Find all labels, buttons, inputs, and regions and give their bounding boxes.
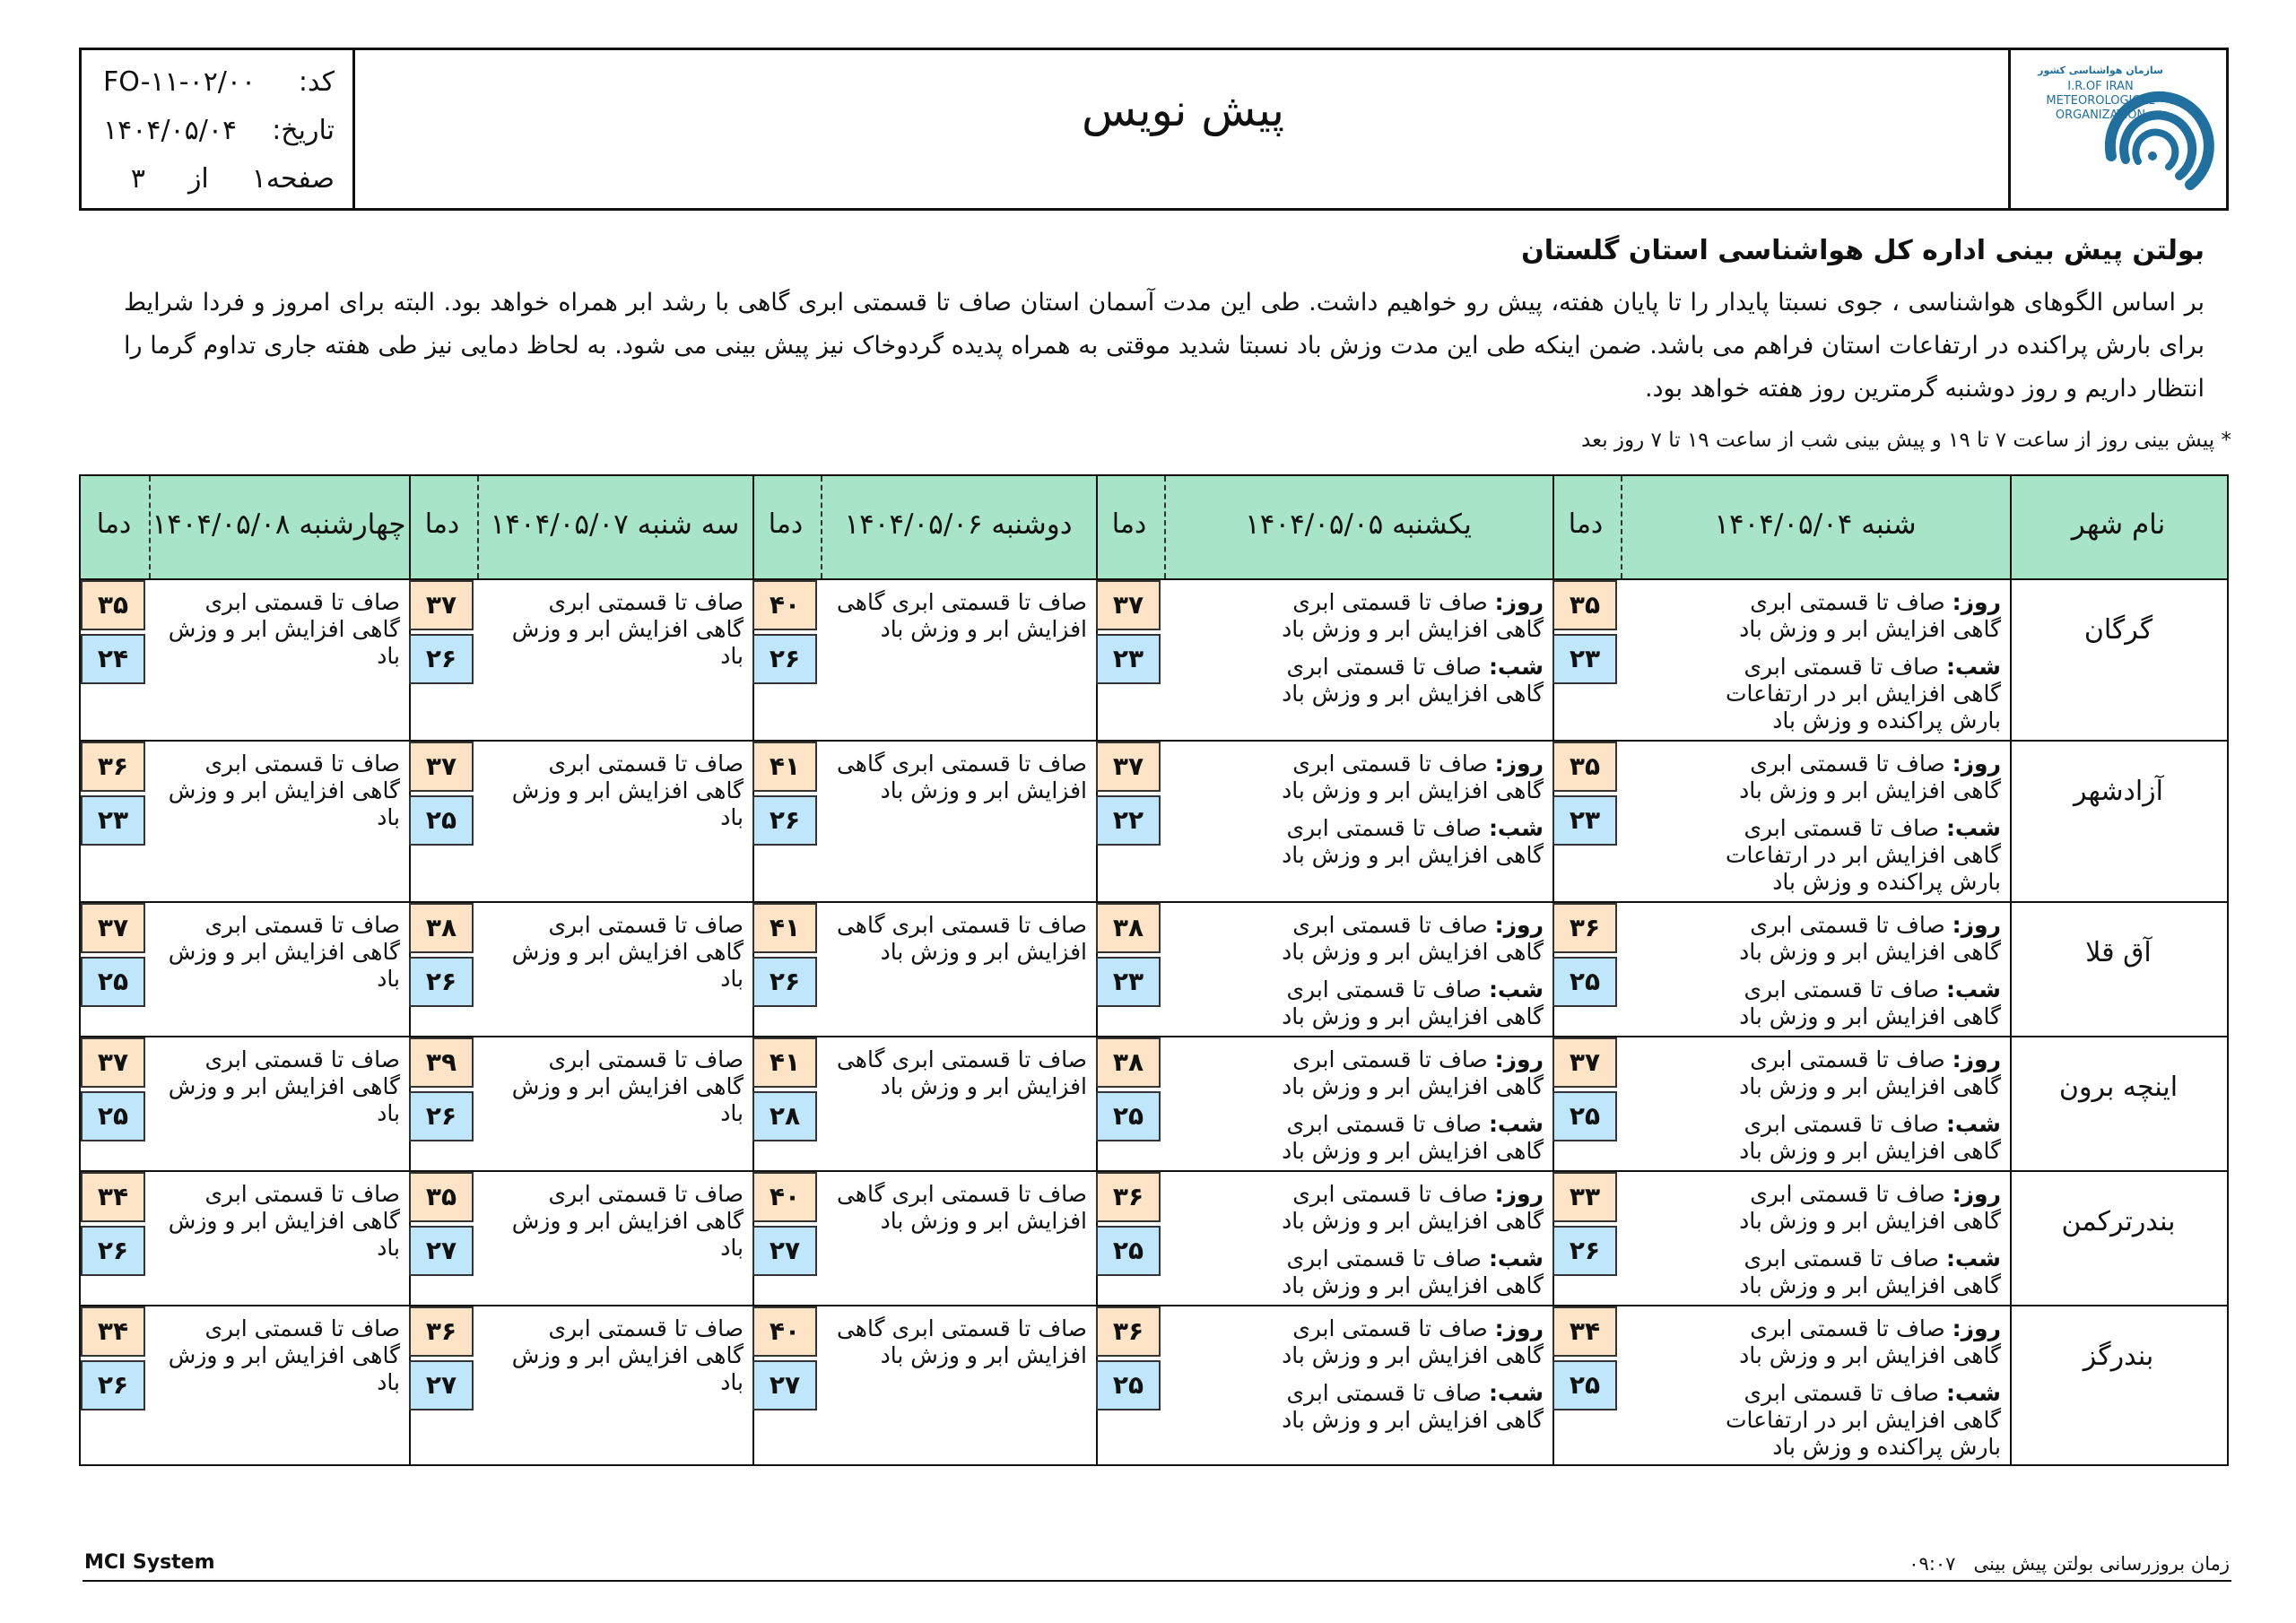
min-temp-value: ۲۷ [752,1360,817,1410]
forecast-text: صاف تا قسمتی ابری گاهی افزایش ابر و وزش باد [168,1181,400,1261]
forecast-time-note: * پیش بینی روز از ساعت ۷ تا ۱۹ و پیش بینی شب از ساعت ۱۹ تا ۷ روز بعد [1581,429,2231,452]
forecast-description [1705,912,2001,1030]
forecast-description [831,1181,1087,1235]
day-forecast-text: صاف تا قسمتی ابری گاهی افزایش ابر و وزش باد [1739,1181,2001,1234]
forecast-description [510,1315,744,1396]
night-forecast-text: صاف تا قسمتی ابری گاهی افزایش ابر و وزش باد [1282,1111,1544,1164]
night-forecast-text: صاف تا قسمتی ابری گاهی افزایش ابر و وزش باد [1282,1380,1544,1433]
min-temp-value: ۲۵ [409,795,474,846]
max-temp-value: ۳۹ [409,1037,474,1088]
forecast-text: صاف تا قسمتی ابری گاهی افزایش ابر و وزش باد [168,912,400,992]
day-label: روز: [1952,912,2001,938]
city-name: آزادشهر [2073,776,2164,807]
night-forecast [1705,1245,2001,1299]
date-value: ۱۴۰۴/۰۵/۰۴ [103,115,238,146]
system-name: MCI System [84,1551,215,1574]
day-label: روز: [1952,589,2001,615]
night-label: شب: [1488,1111,1544,1137]
min-temp-value: ۲۷ [752,1226,817,1276]
temp-column-header: دما [768,508,804,540]
day-label: روز: [1952,751,2001,777]
forecast-description [831,912,1087,966]
forecast-description [167,589,400,670]
table-header-row [81,476,2227,578]
city-name: گرگان [2083,614,2153,646]
forecast-description [831,751,1087,804]
temp-column-header: دما [1568,508,1604,540]
day-forecast [1705,1315,2001,1369]
max-temp-value: ۴۰ [752,1172,817,1222]
day-column-header: دوشنبه ۱۴۰۴/۰۵/۰۶ [844,508,1073,541]
day-label: روز: [1494,1181,1544,1207]
document-code-box [82,50,352,208]
max-temp-value: ۳۵ [1552,580,1617,630]
day-label: روز: [1494,1315,1544,1341]
forecast-description [167,751,400,831]
max-temp-value: ۳۴ [1552,1306,1617,1357]
day-label: روز: [1494,751,1544,777]
min-temp-value: ۲۵ [1552,1091,1617,1141]
day-forecast [1248,1181,1544,1235]
max-temp-value: ۳۷ [81,903,145,953]
night-label: شب: [1488,1380,1544,1406]
min-temp-value: ۲۵ [81,957,145,1007]
max-temp-value: ۳۸ [409,903,474,953]
min-temp-value: ۲۶ [752,634,817,684]
night-forecast [1705,654,2001,734]
min-temp-value: ۲۷ [409,1226,474,1276]
max-temp-value: ۳۸ [1096,1037,1161,1088]
temp-column-header: دما [424,508,460,540]
min-temp-value: ۲۶ [81,1360,145,1410]
page-label: صفحه [265,163,335,195]
forecast-text: صاف تا قسمتی ابری گاهی افزایش ابر و وزش باد [511,1181,744,1261]
day-forecast [1248,589,1544,643]
temp-column-header: دما [1111,508,1147,540]
night-forecast-text: صاف تا قسمتی ابری گاهی افزایش ابر در ارتفاعات بارش پراکنده و وزش باد [1725,815,2001,895]
forecast-description [831,1315,1087,1369]
night-forecast-text: صاف تا قسمتی ابری گاهی افزایش ابر و وزش باد [1739,1245,2001,1298]
max-temp-value: ۳۵ [409,1172,474,1222]
day-forecast [1248,751,1544,804]
max-temp-value: ۳۴ [81,1172,145,1222]
min-temp-value: ۲۶ [409,1091,474,1141]
date-row [103,115,335,146]
min-temp-value: ۲۸ [752,1091,817,1141]
max-temp-value: ۳۵ [1552,742,1617,792]
day-label: روز: [1494,912,1544,938]
forecast-text: صاف تا قسمتی ابری گاهی افزایش ابر و وزش باد [168,1315,400,1395]
forecast-table [79,474,2229,1466]
forecast-description [1705,589,2001,734]
min-temp-value: ۲۷ [409,1360,474,1410]
forecast-description [167,1046,400,1127]
max-temp-value: ۳۶ [81,742,145,792]
night-forecast-text: صاف تا قسمتی ابری گاهی افزایش ابر و وزش باد [1282,976,1544,1029]
max-temp-value: ۳۶ [1096,1306,1161,1357]
city-name: بندرگز [2083,1341,2154,1372]
day-forecast-text: صاف تا قسمتی ابری گاهی افزایش ابر و وزش باد [1282,589,1544,642]
night-forecast [1705,976,2001,1030]
bulletin-paragraph: بر اساس الگوهای هواشناسی ، جوی نسبتا پایدار را تا پایان هفته، پیش رو خواهیم داشت. طی این مدت آسمان استان صاف تا قسمتی ابری گاهی با رشد ابر همراه خواهد بود. البته برای امروز و فردا شرایط برای بارش پراکنده در ارتفاعات استان فراهم می باشد. ضمن اینکه طی این مدت وزش باد نسبتا شدید موقتی به همراه پدیده گردوخاک نیز پیش بینی می شود. به لحاظ دمایی نیز طی هفته جاری تداوم گرما را انتظار داریم و روز دوشنبه گرمترین روز هفته خواهد بود. [124,289,2205,403]
forecast-text: صاف تا قسمتی ابری گاهی افزایش ابر و وزش باد [836,589,1087,642]
forecast-description [1248,1315,1544,1434]
max-temp-value: ۳۳ [1552,1172,1617,1222]
forecast-description [1248,912,1544,1030]
day-forecast-text: صاف تا قسمتی ابری گاهی افزایش ابر و وزش باد [1282,1181,1544,1234]
day-forecast [1705,1046,2001,1100]
day-label: روز: [1952,1046,2001,1072]
night-label: شب: [1488,654,1544,680]
max-temp-value: ۴۰ [752,580,817,630]
forecast-description [1705,1315,2001,1461]
forecast-text: صاف تا قسمتی ابری گاهی افزایش ابر و وزش باد [836,751,1087,803]
night-forecast-text: صاف تا قسمتی ابری گاهی افزایش ابر و وزش باد [1739,1111,2001,1164]
forecast-description [510,1181,744,1262]
forecast-text: صاف تا قسمتی ابری گاهی افزایش ابر و وزش باد [168,751,400,830]
bulletin-title: بولتن پیش بینی اداره کل هواشناسی استان گلستان [1521,235,2205,266]
min-temp-value: ۲۶ [752,795,817,846]
forecast-description [1705,1046,2001,1165]
forecast-text: صاف تا قسمتی ابری گاهی افزایش ابر و وزش باد [511,1046,744,1126]
day-forecast [1705,912,2001,966]
night-forecast [1248,654,1544,707]
day-forecast-text: صاف تا قسمتی ابری گاهی افزایش ابر و وزش باد [1282,912,1544,965]
day-forecast [1248,1315,1544,1369]
day-forecast-text: صاف تا قسمتی ابری گاهی افزایش ابر و وزش باد [1282,751,1544,803]
day-forecast [1248,912,1544,966]
day-label: روز: [1952,1181,2001,1207]
min-temp-value: ۲۶ [81,1226,145,1276]
night-forecast-text: صاف تا قسمتی ابری گاهی افزایش ابر و وزش باد [1282,815,1544,868]
page-title: پیش نویس [1081,84,1285,136]
day-column-header: شنبه ۱۴۰۴/۰۵/۰۴ [1714,508,1917,541]
day-forecast-text: صاف تا قسمتی ابری گاهی افزایش ابر و وزش باد [1739,1315,2001,1368]
max-temp-value: ۴۱ [752,903,817,953]
forecast-text: صاف تا قسمتی ابری گاهی افزایش ابر و وزش باد [168,589,400,669]
logo-text-en: ORGANIZATION [2055,108,2146,122]
max-temp-value: ۳۷ [1096,742,1161,792]
code-row [103,66,335,98]
night-label: شب: [1945,976,2001,1002]
forecast-text: صاف تا قسمتی ابری گاهی افزایش ابر و وزش باد [511,751,744,830]
min-temp-value: ۲۵ [1096,1226,1161,1276]
night-label: شب: [1945,1111,2001,1137]
forecast-text: صاف تا قسمتی ابری گاهی افزایش ابر و وزش باد [836,912,1087,965]
forecast-description [1248,751,1544,869]
night-forecast [1248,976,1544,1030]
night-label: شب: [1945,1245,2001,1271]
night-label: شب: [1945,654,2001,680]
temp-column-header: دما [96,508,132,540]
day-forecast [1705,751,2001,804]
day-forecast [1705,589,2001,643]
min-temp-value: ۲۶ [752,957,817,1007]
forecast-text: صاف تا قسمتی ابری گاهی افزایش ابر و وزش باد [511,1315,744,1395]
max-temp-value: ۳۵ [81,580,145,630]
night-forecast-text: صاف تا قسمتی ابری گاهی افزایش ابر در ارتفاعات بارش پراکنده و وزش باد [1725,654,2001,733]
max-temp-value: ۴۰ [752,1306,817,1357]
page-row [130,163,335,195]
night-label: شب: [1488,1245,1544,1271]
forecast-text: صاف تا قسمتی ابری گاهی افزایش ابر و وزش باد [836,1181,1087,1234]
city-name: اینچه برون [2058,1072,2179,1103]
logo-text-en: I.R.OF IRAN [2067,80,2134,93]
night-forecast [1705,1380,2001,1461]
min-temp-value: ۲۳ [81,795,145,846]
forecast-description [167,1315,400,1396]
forecast-description [1248,1046,1544,1165]
day-label: روز: [1494,589,1544,615]
forecast-description [831,1046,1087,1100]
night-forecast [1248,1380,1544,1434]
night-label: شب: [1488,976,1544,1002]
day-column-header: چهارشنبه ۱۴۰۴/۰۵/۰۸ [152,508,406,541]
forecast-description [510,912,744,993]
night-label: شب: [1945,1380,2001,1406]
day-forecast-text: صاف تا قسمتی ابری گاهی افزایش ابر و وزش باد [1739,912,2001,965]
forecast-text: صاف تا قسمتی ابری گاهی افزایش ابر و وزش باد [836,1315,1087,1368]
min-temp-value: ۲۵ [1552,1360,1617,1410]
page-of: از [187,163,209,195]
day-forecast-text: صاف تا قسمتی ابری گاهی افزایش ابر و وزش باد [1739,751,2001,803]
max-temp-value: ۳۸ [1096,903,1161,953]
night-forecast [1248,815,1544,869]
forecast-description [1248,1181,1544,1299]
min-temp-value: ۲۳ [1096,957,1161,1007]
min-temp-value: ۲۵ [81,1091,145,1141]
day-forecast [1248,1046,1544,1100]
forecast-text: صاف تا قسمتی ابری گاهی افزایش ابر و وزش باد [511,589,744,669]
max-temp-value: ۳۶ [1552,903,1617,953]
max-temp-value: ۳۷ [1096,580,1161,630]
forecast-text: صاف تا قسمتی ابری گاهی افزایش ابر و وزش باد [168,1046,400,1126]
day-column-header: سه شنبه ۱۴۰۴/۰۵/۰۷ [490,508,740,541]
max-temp-value: ۴۱ [752,742,817,792]
forecast-description [167,1181,400,1262]
min-temp-value: ۲۲ [1096,795,1161,846]
day-forecast-text: صاف تا قسمتی ابری گاهی افزایش ابر و وزش باد [1282,1046,1544,1099]
forecast-description [831,589,1087,643]
night-forecast-text: صاف تا قسمتی ابری گاهی افزایش ابر و وزش باد [1739,976,2001,1029]
night-forecast-text: صاف تا قسمتی ابری گاهی افزایش ابر و وزش باد [1282,1245,1544,1298]
day-forecast-text: صاف تا قسمتی ابری گاهی افزایش ابر و وزش باد [1282,1315,1544,1368]
day-label: روز: [1952,1315,2001,1341]
min-temp-value: ۲۳ [1552,634,1617,684]
page-footer [83,1551,2231,1582]
min-temp-value: ۲۳ [1096,634,1161,684]
day-forecast [1705,1181,2001,1235]
city-name: بندرترکمن [2061,1206,2176,1237]
min-temp-value: ۲۵ [1552,957,1617,1007]
min-temp-value: ۲۴ [81,634,145,684]
forecast-description [1248,589,1544,707]
page-total: ۳ [130,163,145,195]
max-temp-value: ۳۴ [81,1306,145,1357]
meteorological-organization-logo [2011,50,2226,208]
min-temp-value: ۲۶ [409,634,474,684]
forecast-description [510,589,744,670]
day-column-header: یکشنبه ۱۴۰۴/۰۵/۰۵ [1245,508,1472,541]
night-forecast-text: صاف تا قسمتی ابری گاهی افزایش ابر و وزش باد [1282,654,1544,707]
day-forecast-text: صاف تا قسمتی ابری گاهی افزایش ابر و وزش باد [1739,589,2001,642]
night-forecast-text: صاف تا قسمتی ابری گاهی افزایش ابر در ارتفاعات بارش پراکنده و وزش باد [1725,1380,2001,1460]
forecast-description [510,1046,744,1127]
max-temp-value: ۳۶ [409,1306,474,1357]
min-temp-value: ۲۵ [1096,1091,1161,1141]
min-temp-value: ۲۶ [409,957,474,1007]
max-temp-value: ۴۱ [752,1037,817,1088]
max-temp-value: ۳۷ [409,742,474,792]
city-name: آق قلا [2085,937,2152,968]
max-temp-value: ۳۷ [409,580,474,630]
day-forecast-text: صاف تا قسمتی ابری گاهی افزایش ابر و وزش باد [1739,1046,2001,1099]
day-label: روز: [1494,1046,1544,1072]
update-label: زمان بروزرسانی بولتن پیش بینی [1973,1553,2230,1575]
forecast-text: صاف تا قسمتی ابری گاهی افزایش ابر و وزش باد [836,1046,1087,1099]
forecast-description [1705,1181,2001,1299]
forecast-description [510,751,744,831]
page-current: ۱ [251,163,266,195]
date-label: تاریخ: [272,115,335,146]
night-forecast [1705,1111,2001,1165]
forecast-text: صاف تا قسمتی ابری گاهی افزایش ابر و وزش باد [511,912,744,992]
max-temp-value: ۳۶ [1096,1172,1161,1222]
forecast-description [167,912,400,993]
city-column-header: نام شهر [2071,508,2166,541]
logo-text-en: METEOROLOGICAL [2046,94,2155,108]
night-forecast [1705,815,2001,896]
night-label: شب: [1945,815,2001,841]
document-header [79,48,2229,211]
night-forecast [1248,1245,1544,1299]
max-temp-value: ۳۷ [1552,1037,1617,1088]
max-temp-value: ۳۷ [81,1037,145,1088]
min-temp-value: ۲۵ [1096,1360,1161,1410]
logo-text-fa: سازمان هواشناسی کشور [2038,65,2163,76]
update-time-line [1909,1553,2230,1575]
update-time: ۰۹:۰۷ [1909,1553,1956,1575]
code-label: کد: [298,66,335,98]
night-forecast [1248,1111,1544,1165]
forecast-description [1705,751,2001,896]
code-value: FO-۱۱-۰۲/۰۰ [103,66,257,98]
min-temp-value: ۲۳ [1552,795,1617,846]
night-label: شب: [1488,815,1544,841]
min-temp-value: ۲۶ [1552,1226,1617,1276]
